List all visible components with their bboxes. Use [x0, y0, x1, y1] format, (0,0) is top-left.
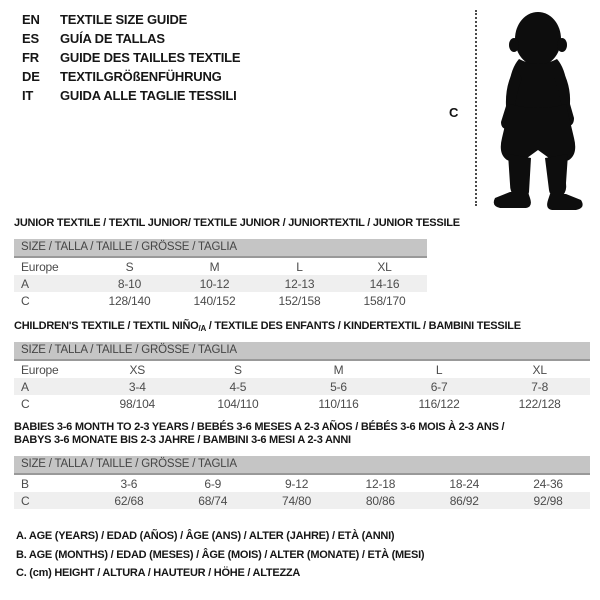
size-cell: 3-6 — [120, 476, 138, 491]
size-cell: 8-10 — [117, 276, 142, 291]
row-label: B — [21, 476, 29, 491]
size-cell: 80/86 — [365, 493, 395, 508]
legend-note: A. AGE (YEARS) / EDAD (AÑOS) / ÂGE (ANS) / ALTER (JAHRE) / ETÀ (ANNI) — [16, 530, 395, 542]
language-code: FR — [22, 50, 39, 65]
row-label: Europe — [21, 362, 59, 377]
section-title — [14, 421, 590, 447]
size-cell: 3-4 — [128, 379, 146, 394]
section-title-text: /A — [198, 324, 206, 333]
size-cell: S — [125, 259, 134, 274]
size-cell: 18-24 — [449, 476, 480, 491]
size-cell: 116/122 — [418, 396, 460, 411]
size-cell: 140/152 — [193, 293, 236, 308]
row-label: A — [21, 379, 29, 394]
size-cell: M — [209, 259, 220, 274]
size-cell: 12-18 — [365, 476, 396, 491]
babies-size-section — [14, 421, 590, 509]
size-cell: 152/158 — [278, 293, 321, 308]
row-label: A — [21, 276, 29, 291]
size-cell: L — [435, 362, 443, 377]
size-cell: 5-6 — [330, 379, 347, 394]
language-code: DE — [22, 69, 40, 84]
section-title-text: CHILDREN'S TEXTILE / TEXTIL NIÑO — [14, 320, 199, 332]
height-measure-line — [475, 10, 477, 206]
size-cell: L — [296, 259, 303, 274]
size-cell: 6-7 — [430, 379, 448, 394]
table-row — [14, 292, 427, 309]
size-cell: 122/128 — [518, 396, 561, 411]
row-label: C — [21, 493, 30, 508]
language-title: GUIDA ALLE TAGLIE TESSILI — [60, 88, 237, 103]
table-row — [14, 475, 590, 492]
size-cell: 7-8 — [531, 379, 549, 394]
size-cell: 9-12 — [284, 476, 309, 491]
size-header-bar: SIZE / TALLA / TAILLE / GRÖSSE / TAGLIA — [14, 342, 590, 361]
language-title: TEXTILGRÖßENFÜHRUNG — [60, 69, 222, 84]
size-cell: S — [233, 362, 242, 377]
size-cell: 10-12 — [199, 276, 230, 291]
size-cell: 98/104 — [119, 396, 156, 411]
size-cell: 68/74 — [198, 493, 228, 508]
table-row — [14, 361, 590, 378]
size-cell: XS — [129, 362, 146, 377]
language-title: TEXTILE SIZE GUIDE — [60, 12, 188, 27]
size-cell: 74/80 — [282, 493, 312, 508]
size-table — [14, 258, 427, 309]
language-title: GUÍA DE TALLAS — [60, 31, 165, 46]
size-cell: 62/68 — [114, 493, 144, 508]
size-cell: 24-36 — [533, 476, 563, 491]
size-cell: 104/110 — [217, 396, 259, 411]
row-label: C — [21, 293, 30, 308]
size-cell: 14-16 — [369, 276, 400, 291]
section-title-text: / TEXTILE DES ENFANTS / KINDERTEXTIL / BAMBINI TESSILE — [205, 320, 521, 332]
section-title-text: BABIES 3-6 MONTH TO 2-3 YEARS / BEBÉS 3-6 MESES A 2-3 AÑOS / BÉBÉS 3-6 MOIS À 2-3 ANS / — [14, 421, 505, 433]
row-label: C — [21, 396, 30, 411]
size-header-bar: SIZE / TALLA / TAILLE / GRÖSSE / TAGLIA — [14, 456, 590, 475]
section-title-text: JUNIOR TEXTILE / TEXTIL JUNIOR/ TEXTILE JUNIOR / JUNIORTEXTIL / JUNIOR TESSILE — [14, 217, 460, 229]
size-cell: M — [333, 362, 344, 377]
section-title — [14, 320, 590, 333]
size-cell: 92/98 — [533, 493, 563, 508]
size-cell: 86/92 — [449, 493, 479, 508]
size-cell: XL — [377, 259, 392, 274]
size-cell: 4-5 — [229, 379, 247, 394]
size-cell: XL — [532, 362, 547, 377]
table-row — [14, 275, 427, 292]
table-row — [14, 378, 590, 395]
language-code: ES — [22, 31, 39, 46]
size-table — [14, 361, 590, 412]
section-title — [14, 217, 460, 230]
language-title: GUIDE DES TAILLES TEXTILE — [60, 50, 241, 65]
height-measure-label: C — [449, 105, 459, 120]
size-cell: 128/140 — [108, 293, 151, 308]
language-code: EN — [22, 12, 40, 27]
baby-figure — [438, 6, 598, 214]
language-code: IT — [22, 88, 34, 103]
table-row — [14, 492, 590, 509]
children-size-section — [14, 320, 590, 412]
size-cell: 158/170 — [363, 293, 406, 308]
legend-note: B. AGE (MONTHS) / EDAD (MESES) / ÂGE (MOIS) / ALTER (MONATE) / ETÀ (MESI) — [16, 548, 425, 561]
legend-notes — [16, 527, 600, 583]
row-label: Europe — [21, 259, 59, 274]
table-row — [14, 258, 427, 275]
legend-note: C. (cm) HEIGHT / ALTURA / HAUTEUR / HÖHE / ALTEZZA — [16, 567, 301, 579]
section-title-text: BABYS 3-6 MONATE BIS 2-3 JAHRE / BAMBINI 3-6 MESI A 2-3 ANNI — [14, 434, 351, 446]
baby-silhouette-icon — [486, 8, 596, 213]
junior-size-section — [14, 217, 460, 309]
size-header-bar: SIZE / TALLA / TAILLE / GRÖSSE / TAGLIA — [14, 239, 427, 258]
size-cell: 110/116 — [318, 396, 359, 411]
table-row — [14, 395, 590, 412]
size-cell: 12-13 — [284, 276, 315, 291]
size-table — [14, 475, 590, 509]
size-cell: 6-9 — [204, 476, 222, 491]
